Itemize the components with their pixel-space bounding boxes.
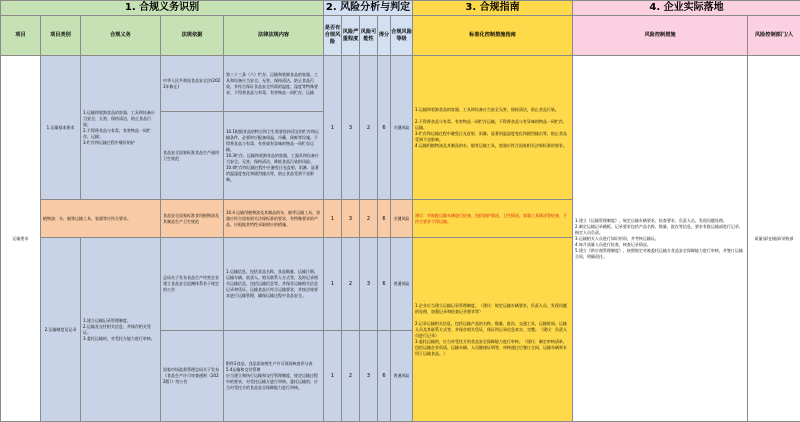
cell-has-risk-oil: 1 [324,200,342,238]
cell-basis-traceability: 总局关于发布食品生产经营企业建立食品安全追溯体系若干规定的公告 [161,239,223,331]
header-possibility: 风险可能性 [360,16,378,56]
cell-score-records-2: 6 [382,372,386,379]
cell-item: 运输要求 [1,56,41,422]
cell-severity-oil: 3 [342,200,360,238]
header-guide: 标准化控制措施指南 [413,16,573,56]
cell-content-hygiene: 10.1根据食品的特点和卫生需要选择适宜的贮存和运输条件，必要时应配备保温、冷藏、保鲜等设施。不得将食品与有毒、有害或有异味的物品一同贮存运输。 10.3贮存、运输和装卸食品的容器、工器具和设备应当安全、无害，保持清洁，降低食品污染的风险。 10.4贮存和运输过程中应避免日光直射、雨淋、显著的温湿度变化和剧烈撞击等，防止食品受到不良影响。 [224,112,324,200]
header-dept: 风险控制部门/人 [748,16,800,56]
cell-content-traceability: 1.运输信息，包括食品名称、食品数量、运输日期、运输车辆、收货人、相关联系人方式等，及时记录相关运输信息，包括运输信息等。并保存运输相关信息记录和凭证。运输食品应符合运输要求，并按法规要求进行运输管理，确保运输过程中食品安全。 [224,239,323,331]
cell-score-oil: 6 [378,200,391,238]
cell-content-vegetable-oil: 10.4 运输用植物油及其制品的车、船等运输工具，容器应符合国家相关法规标准的要求，有特殊要求的产品，应根据其特性采取相应的措施。 [224,200,324,238]
header-score: 得分 [378,16,391,56]
cell-level-records-2: 普通风险 [393,372,410,378]
cell-level-records: 普通风险 [391,239,412,331]
cell-has-risk-records-2: 1 [330,372,335,379]
cell-content-license-review: 附件2食品、食品添加剂生产许可现场核查评分表 5.4运输和交付管理 应当建立和执行运输和交付管理制度，规定运输过程中的要求，对受托运输方进行审核。委托运输的，应当对受托方的食品安全保障能力进行审核。 [226,360,318,390]
cell-severity: 3 [342,56,360,200]
header-item: 项目 [1,16,41,56]
cell-obligation-vegetable-oil: 植物油：车、船等运输工具、容器等应符合要求。 [41,200,161,238]
header-category: 项目类别 [41,16,81,56]
cell-level: 关键风险 [391,56,413,200]
header-has-risk: 是否有合规风险 [324,16,342,56]
cell-obligation-records: 1.建立运输记录管理制度。 2.运输及交付相关信息，并保存相关凭证。 3.委托运输的，对受托方能力进行审核。 [81,238,161,422]
cell-category-basic: 1.运输基本要求 [41,56,81,200]
cell-severity-records: 2 [342,239,359,331]
cell-obligation-basic: 1.运输和装卸食品的容器、工具和设备应当安全、无害，保持清洁，防止食品污染； 2.不得将食品与有毒、有害物品一同贮存、运输； 3.贮存和运输过程中做好防护 [81,56,161,200]
cell-guide-records: 1.企业应当建立运输记录管理制度。（建议：规定运输车辆要求，负责人员，发现问题的处理，加强记录和检查记录要求等） 2.记录运输相关信息，包括运输产品的名称、数量、批次、交通工具、运输时间、运输人员及其联系方式等，并保存相关凭证，保证所记录信息真实、完整。（建议：负责人员进行记录） 3.委托运输的，应当对受托方的食品安全保障能力进行审核。（建议：制定审核清单，包括运输企业资质、运输车辆、人员健康证明等，审核通过后签订合同，运输车辆须专用于运输食品。） [413,238,573,422]
cell-has-risk-records: 1 [324,239,341,331]
cell-possibility: 2 [360,56,378,200]
cell-possibility-records: 3 [360,239,377,331]
cell-basis-general-hygiene: 食品安全国家标准食品生产通用卫生规范 [161,112,224,200]
cell-level-oil: 关键风险 [391,200,413,238]
cell-basis-license-review: 国家市场监督管理总局关于发布《食品生产许可审查通则（2022版）》的公告 [163,366,219,384]
header-level: 合规风险等级 [391,16,413,56]
cell-basis-vegetable-oil: 食品安全国家标准食用植物油及其制品生产卫生规范 [161,200,224,238]
cell-severity-records-2: 2 [348,372,353,379]
cell-category-records: 2.运输制度及记录 [41,238,81,422]
section-risk-analysis: 2. 风险分析与判定 [324,1,413,16]
cell-dept: 质量部/仓储部/采购部 [748,56,800,422]
cell-guide-oil: 建议：对每批运输车辆进行检查，包括防护情况，卫生情况、容器工具情况等检查，不符合要求不得运输。 [413,200,573,238]
cell-score: 6 [378,56,391,200]
section-compliance-identification: 1. 合规义务识别 [1,1,324,16]
header-severity: 风险严重程度 [342,16,360,56]
cell-possibility-records-2: 3 [366,372,371,379]
section-compliance-guide: 3. 合规指南 [413,1,573,16]
cell-measures: 1.建立《运输管理制度》，规定运输车辆要求，检查要求，负责人员，发现问题处理。 2.制定运输记录模板，记录要求包括产品名称、数量、批次等信息。要求有批运输部进行记录，指定人员负责。 3.运输相关人员进行知识培训，并考核运输证。 4.每月质量人员进行检查，核查记录情况。 5.建立《供应商管理制度》，按照规定对被委托运输方食品安全保障能力进行审核，并签订运输合同，明确责任。 [573,56,748,422]
cell-guide-basic: 1.运输和装卸食品的容器、工具和设备应当安全无害，保持清洁，防止食品污染。 2.不得将食品与有毒、有害物品一同贮存运输，不得将食品与有异味的物品一同贮存、运输。 3.贮存和运输过程中避免日光直射、雨淋、显著的温湿度变化和剧烈撞击等，防止食品受到不良影响。 4.运输用植物油及其制品的车、船等运输工具、容器应符合国家相关法规标准的要求。 [413,56,573,200]
cell-basis-food-safety-law: 中华人民共和国食品安全法(2021年修正) [161,56,224,112]
cell-possibility-oil: 2 [360,200,378,238]
header-measures: 风险控制措施 [573,16,748,56]
cell-score-records: 6 [378,239,390,331]
section-implementation: 4. 企业实际落地 [573,1,800,16]
cell-has-risk: 1 [324,56,342,200]
cell-content-art33: 第三十三条（六）贮存、运输和装卸食品的容器、工具和设备应当安全、无害，保持清洁，防止食品污染，并符合保证食品安全所需的温度、湿度等特殊要求，不得将食品与有毒、有害物品一同贮存、运输 [224,56,324,112]
header-obligation: 合规义务 [81,16,161,56]
header-basis: 法规依据 [161,16,224,56]
header-content: 法律法规内容 [224,16,324,56]
